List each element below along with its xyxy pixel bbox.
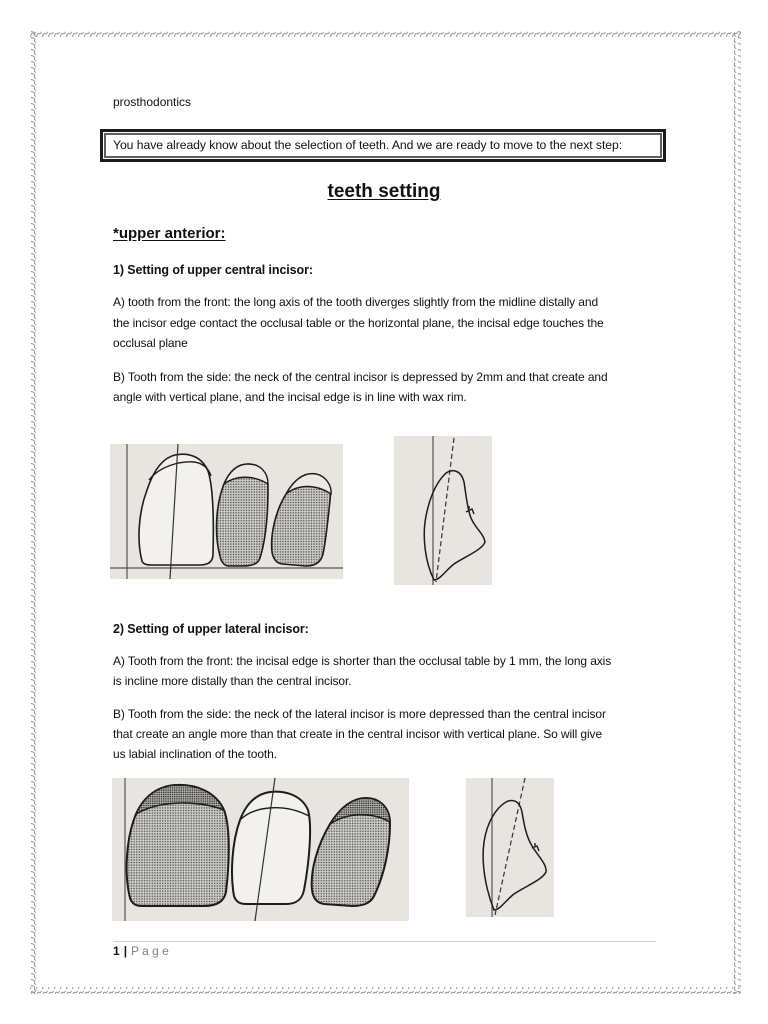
paragraph-line: B) Tooth from the side: the neck of the lateral incisor is more depressed than the central incisor [113,707,606,721]
intro-box [100,129,666,162]
section-heading [113,224,226,244]
paragraph-line: occlusal plane [113,336,188,350]
figure-background [466,778,554,917]
page-title [0,180,768,204]
page-number: 1 [113,944,120,958]
page-border-left [30,31,37,994]
footer-separator: | [123,944,128,958]
paragraph-line: angle with vertical plane, and the incisal edge is in line with wax rim. [113,390,467,404]
paragraph-lateral-incisor-side [113,704,606,764]
page-border-right [734,31,741,994]
figure-central-incisor-side-view [394,436,492,585]
footer-divider [113,941,656,942]
section-heading-text: *upper anterior: [113,225,226,242]
paragraph-central-incisor-front [113,292,604,354]
paragraph-lateral-incisor-front [113,651,611,691]
paragraph-line: that create an angle more than that create in the central incisor with vertical plane. So will give [113,727,603,741]
page-footer [113,942,169,960]
page-border-top [30,31,741,38]
paragraph-line: A) tooth from the front: the long axis of the tooth diverges slightly from the midline distally and [113,295,599,309]
subsection-heading-central-incisor: 1) Setting of upper central incisor: [113,263,313,277]
page-border-bottom [30,987,741,994]
figure-lateral-incisor-front-view [112,778,409,921]
paragraph-line: us labial inclination of the tooth. [113,747,277,761]
figure-central-incisor-front-view [110,444,343,579]
figure-background [394,436,492,585]
subsection-heading-lateral-incisor: 2) Setting of upper lateral incisor: [113,622,309,636]
figure-lateral-incisor-side-view [466,778,554,917]
paragraph-line: is incline more distally than the central incisor. [113,674,352,688]
paragraph-line: the incisor edge contact the occlusal table or the horizontal plane, the incisal edge touches the [113,315,604,330]
paragraph-central-incisor-side [113,367,608,407]
intro-text: You have already know about the selection of teeth. And we are ready to move to the next step: [113,138,623,152]
paragraph-line: A) Tooth from the front: the incisal edge is shorter than the occlusal table by 1 mm, the long axis [113,654,612,668]
page-label: P a g e [131,944,169,958]
paragraph-line: B) Tooth from the side: the neck of the central incisor is depressed by 2mm and that create and [113,370,608,384]
running-title: prosthodontics [113,95,192,109]
page-title-text: teeth setting [327,181,441,202]
